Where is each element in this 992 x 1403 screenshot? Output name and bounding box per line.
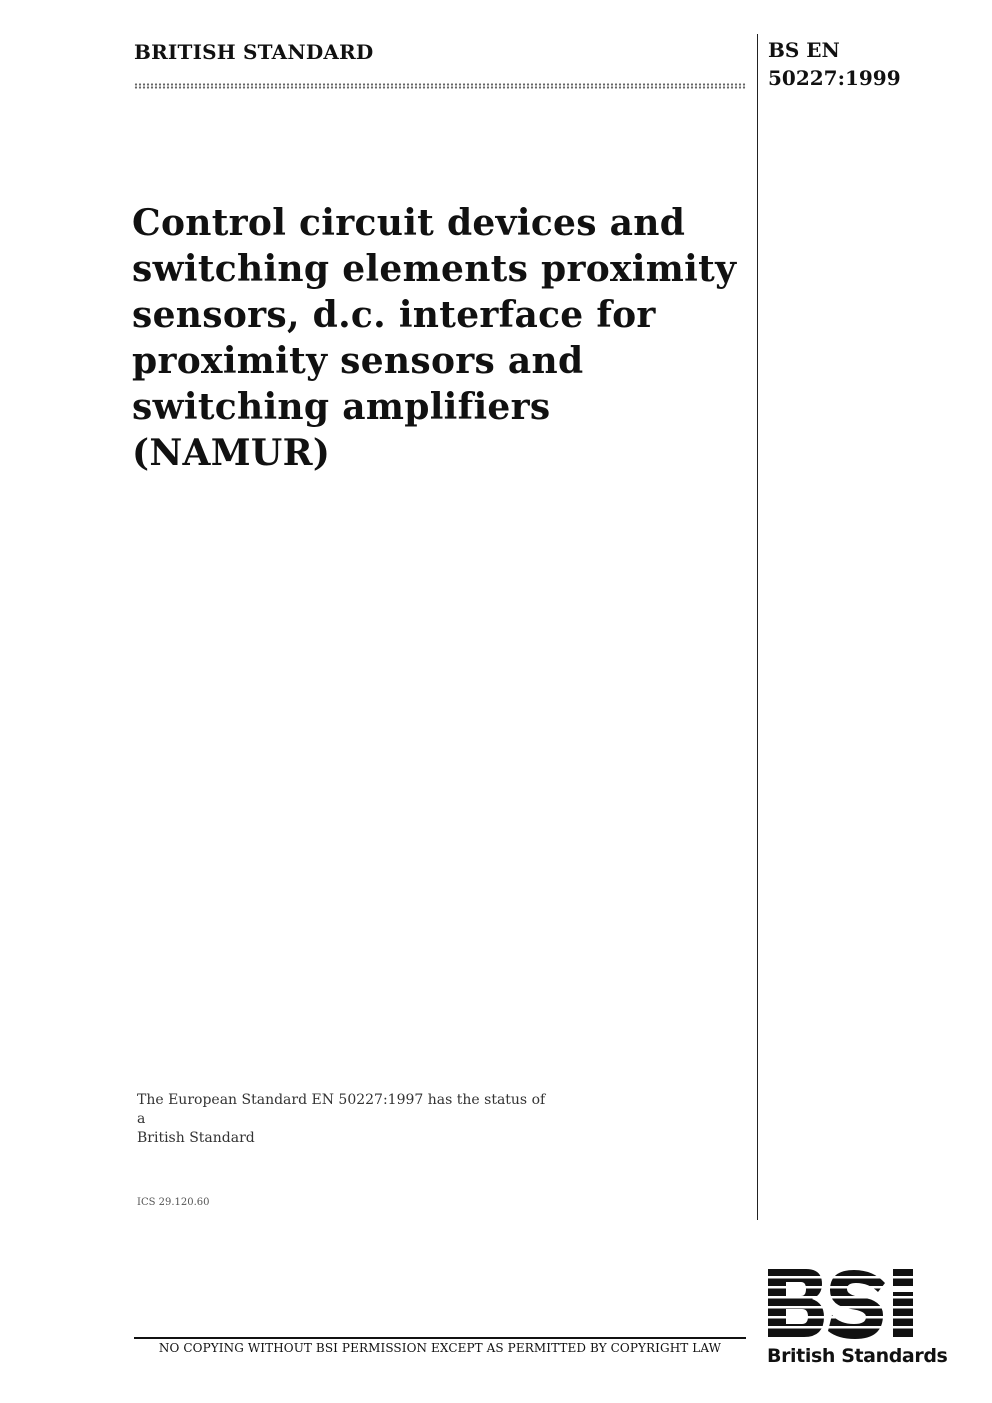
standard-number-line2: 50227:1999 <box>768 66 901 90</box>
title-line: Control circuit devices and <box>132 202 686 244</box>
standard-number-line1: BS EN <box>768 38 840 62</box>
bsi-wordmark: British Standards <box>767 1345 948 1367</box>
standard-number <box>768 36 901 92</box>
title-line: switching amplifiers (NAMUR) <box>132 386 551 474</box>
vertical-rule <box>757 34 758 1220</box>
status-note-line2: British Standard <box>137 1130 255 1146</box>
title-line: sensors, d.c. interface for <box>132 294 656 336</box>
title-line: switching elements proximity <box>132 248 737 290</box>
bsi-logo <box>766 1265 948 1371</box>
status-note <box>137 1091 557 1148</box>
bsi-logo-mark <box>766 1265 942 1343</box>
header-label: BRITISH STANDARD <box>134 40 374 64</box>
status-note-line1: The European Standard EN 50227:1997 has the status of a <box>137 1092 546 1127</box>
document-title <box>132 200 752 476</box>
copyright-notice: NO COPYING WITHOUT BSI PERMISSION EXCEPT AS PERMITTED BY COPYRIGHT LAW <box>158 1341 722 1355</box>
ics-code: ICS 29.120.60 <box>137 1197 210 1208</box>
copyright-rule <box>134 1337 746 1339</box>
dotted-rule <box>134 83 746 89</box>
title-line: proximity sensors and <box>132 340 584 382</box>
